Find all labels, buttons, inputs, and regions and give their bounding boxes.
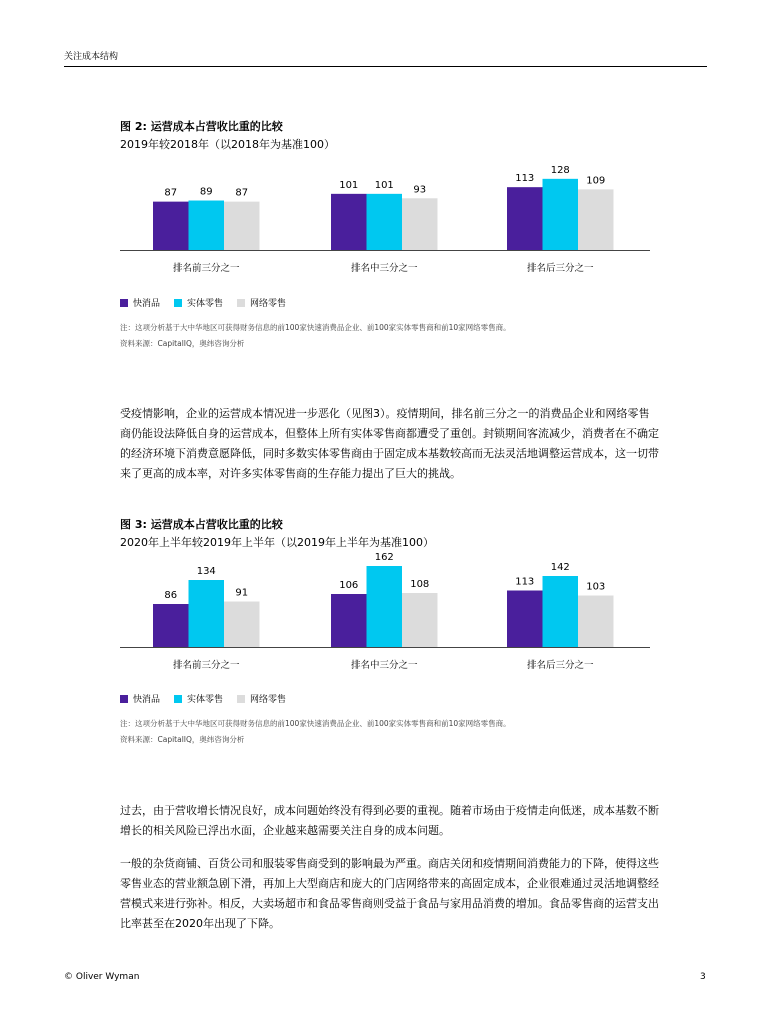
bar-online-retail-2 xyxy=(402,198,438,250)
legend-label-online-retail: 网络零售 xyxy=(250,695,287,705)
data-label-fmcg-1: 87 xyxy=(164,187,178,199)
figure-2-source: 资料来源：CapitalIQ，奥纬咨询分析 xyxy=(120,339,245,348)
category-label-1: 排名前三分之一 xyxy=(172,660,240,671)
section-header: 关注成本结构 xyxy=(64,52,119,62)
paragraph-2: 过去，由于营收增长情况良好，成本问题始终没有得到必要的重视。随着市场由于疫情走向低迷，成本基数不断增长的相关风险已浮出水面，企业越来越需要关注自身的成本问题。 xyxy=(120,804,659,837)
data-label-fmcg-2: 106 xyxy=(339,580,359,591)
category-label-3: 排名后三分之一 xyxy=(526,263,594,274)
legend-item-online-retail xyxy=(237,692,286,705)
data-label-fmcg-1: 86 xyxy=(164,590,178,601)
bar-fmcg-2 xyxy=(331,594,367,647)
bar-physical-retail-1 xyxy=(189,201,225,250)
category-label-3: 排名后三分之一 xyxy=(526,660,594,671)
bar-physical-retail-1 xyxy=(189,580,225,647)
legend-swatch-online-retail xyxy=(237,695,245,703)
figure-2-note: 注：这项分析基于大中华地区可获得财务信息的前100家快速消费品企业、前100家实体零售商和前10家网络零售商。 xyxy=(120,323,511,332)
legend-label-online-retail: 网络零售 xyxy=(250,299,287,309)
data-label-online-retail-3: 103 xyxy=(586,581,606,593)
data-label-fmcg-3: 113 xyxy=(515,173,535,185)
category-label-2: 排名中三分之一 xyxy=(350,263,418,274)
bar-physical-retail-3 xyxy=(543,179,579,250)
bar-online-retail-1 xyxy=(224,602,260,648)
data-label-online-retail-2: 108 xyxy=(410,579,430,590)
figure-3-subtitle: 2020年上半年较2019年上半年（以2019年上半年为基准100） xyxy=(120,536,434,549)
legend-item-physical-retail xyxy=(174,296,223,309)
bar-physical-retail-2 xyxy=(367,194,403,250)
bar-online-retail-3 xyxy=(578,189,614,250)
bar-fmcg-2 xyxy=(331,194,367,250)
legend-label-physical-retail: 实体零售 xyxy=(187,695,224,705)
bar-fmcg-1 xyxy=(153,604,189,647)
data-label-online-retail-1: 87 xyxy=(235,187,249,199)
data-label-physical-retail-1: 134 xyxy=(196,566,216,577)
bar-online-retail-1 xyxy=(224,202,260,250)
bar-online-retail-2 xyxy=(402,593,438,647)
data-label-physical-retail-2: 162 xyxy=(374,552,394,563)
data-label-fmcg-3: 113 xyxy=(515,576,535,588)
legend-swatch-online-retail xyxy=(237,299,245,307)
legend-swatch-fmcg xyxy=(120,695,128,703)
data-label-fmcg-2: 101 xyxy=(339,179,359,191)
data-label-physical-retail-1: 89 xyxy=(199,186,213,198)
figure-2-chart xyxy=(0,150,770,280)
legend-swatch-physical-retail xyxy=(174,695,182,703)
figure-3-note: 注：这项分析基于大中华地区可获得财务信息的前100家快速消费品企业、前100家实体零售商和前10家网络零售商。 xyxy=(120,719,511,728)
footer-copyright: © Oliver Wyman xyxy=(64,972,140,982)
legend-item-fmcg xyxy=(120,692,160,705)
figure-2-legend xyxy=(120,296,300,309)
bar-physical-retail-3 xyxy=(543,576,579,647)
paragraph-3: 一般的杂货商铺、百货公司和服装零售商受到的影响最为严重。商店关闭和疫情期间消费能力的下降，使得这些零售业态的营业额急剧下滑，再加上大型商店和庞大的门店网络带来的高固定成本，企业很难通过灵活地调整经营模式来进行弥补。相反，大卖场超市和食品零售商则受益于食品与家用品消费的增加。食品零售商的运营支出比率甚至在2020年出现了下降。 xyxy=(120,857,659,930)
figure-2-title: 图 2: 运营成本占营收比重的比较 xyxy=(120,120,283,133)
legend-label-fmcg: 快消品 xyxy=(133,299,161,309)
category-label-2: 排名中三分之一 xyxy=(350,660,418,671)
bar-fmcg-3 xyxy=(507,591,543,648)
data-label-physical-retail-3: 128 xyxy=(550,164,570,176)
bar-physical-retail-2 xyxy=(367,566,403,647)
data-label-physical-retail-2: 101 xyxy=(374,179,394,191)
figure-3-chart xyxy=(0,548,770,676)
figure-3-source: 资料来源：CapitalIQ，奥纬咨询分析 xyxy=(120,735,245,744)
legend-swatch-physical-retail xyxy=(174,299,182,307)
paragraph-1: 受疫情影响，企业的运营成本情况进一步恶化（见图3）。疫情期间，排名前三分之一的消费品企业和网络零售商仍能设法降低自身的运营成本，但整体上所有实体零售商都遭受了重创。封锁期间客流减少，消费者在不确定的经济环境下消费意愿降低，同时多数实体零售商由于固定成本基数较高而无法灵活地调整运营成本，这一切带来了更高的成本率，对许多实体零售商的生存能力提出了巨大的挑战。 xyxy=(120,407,659,480)
figure-3-legend xyxy=(120,692,300,705)
header-divider xyxy=(64,66,707,67)
legend-swatch-fmcg xyxy=(120,299,128,307)
legend-label-physical-retail: 实体零售 xyxy=(187,299,224,309)
data-label-online-retail-2: 93 xyxy=(413,184,427,196)
bar-fmcg-3 xyxy=(507,187,543,250)
bar-online-retail-3 xyxy=(578,596,614,648)
legend-label-fmcg: 快消品 xyxy=(133,695,161,705)
data-label-physical-retail-3: 142 xyxy=(550,562,570,573)
category-label-1: 排名前三分之一 xyxy=(172,263,240,274)
bar-fmcg-1 xyxy=(153,202,189,250)
legend-item-physical-retail xyxy=(174,692,223,705)
figure-2-subtitle: 2019年较2018年（以2018年为基准100） xyxy=(120,138,335,151)
data-label-online-retail-1: 91 xyxy=(235,587,249,599)
data-label-online-retail-3: 109 xyxy=(586,175,606,187)
legend-item-fmcg xyxy=(120,296,160,309)
footer-page-number: 3 xyxy=(700,972,706,982)
legend-item-online-retail xyxy=(237,296,286,309)
figure-3-title: 图 3: 运营成本占营收比重的比较 xyxy=(120,518,283,531)
